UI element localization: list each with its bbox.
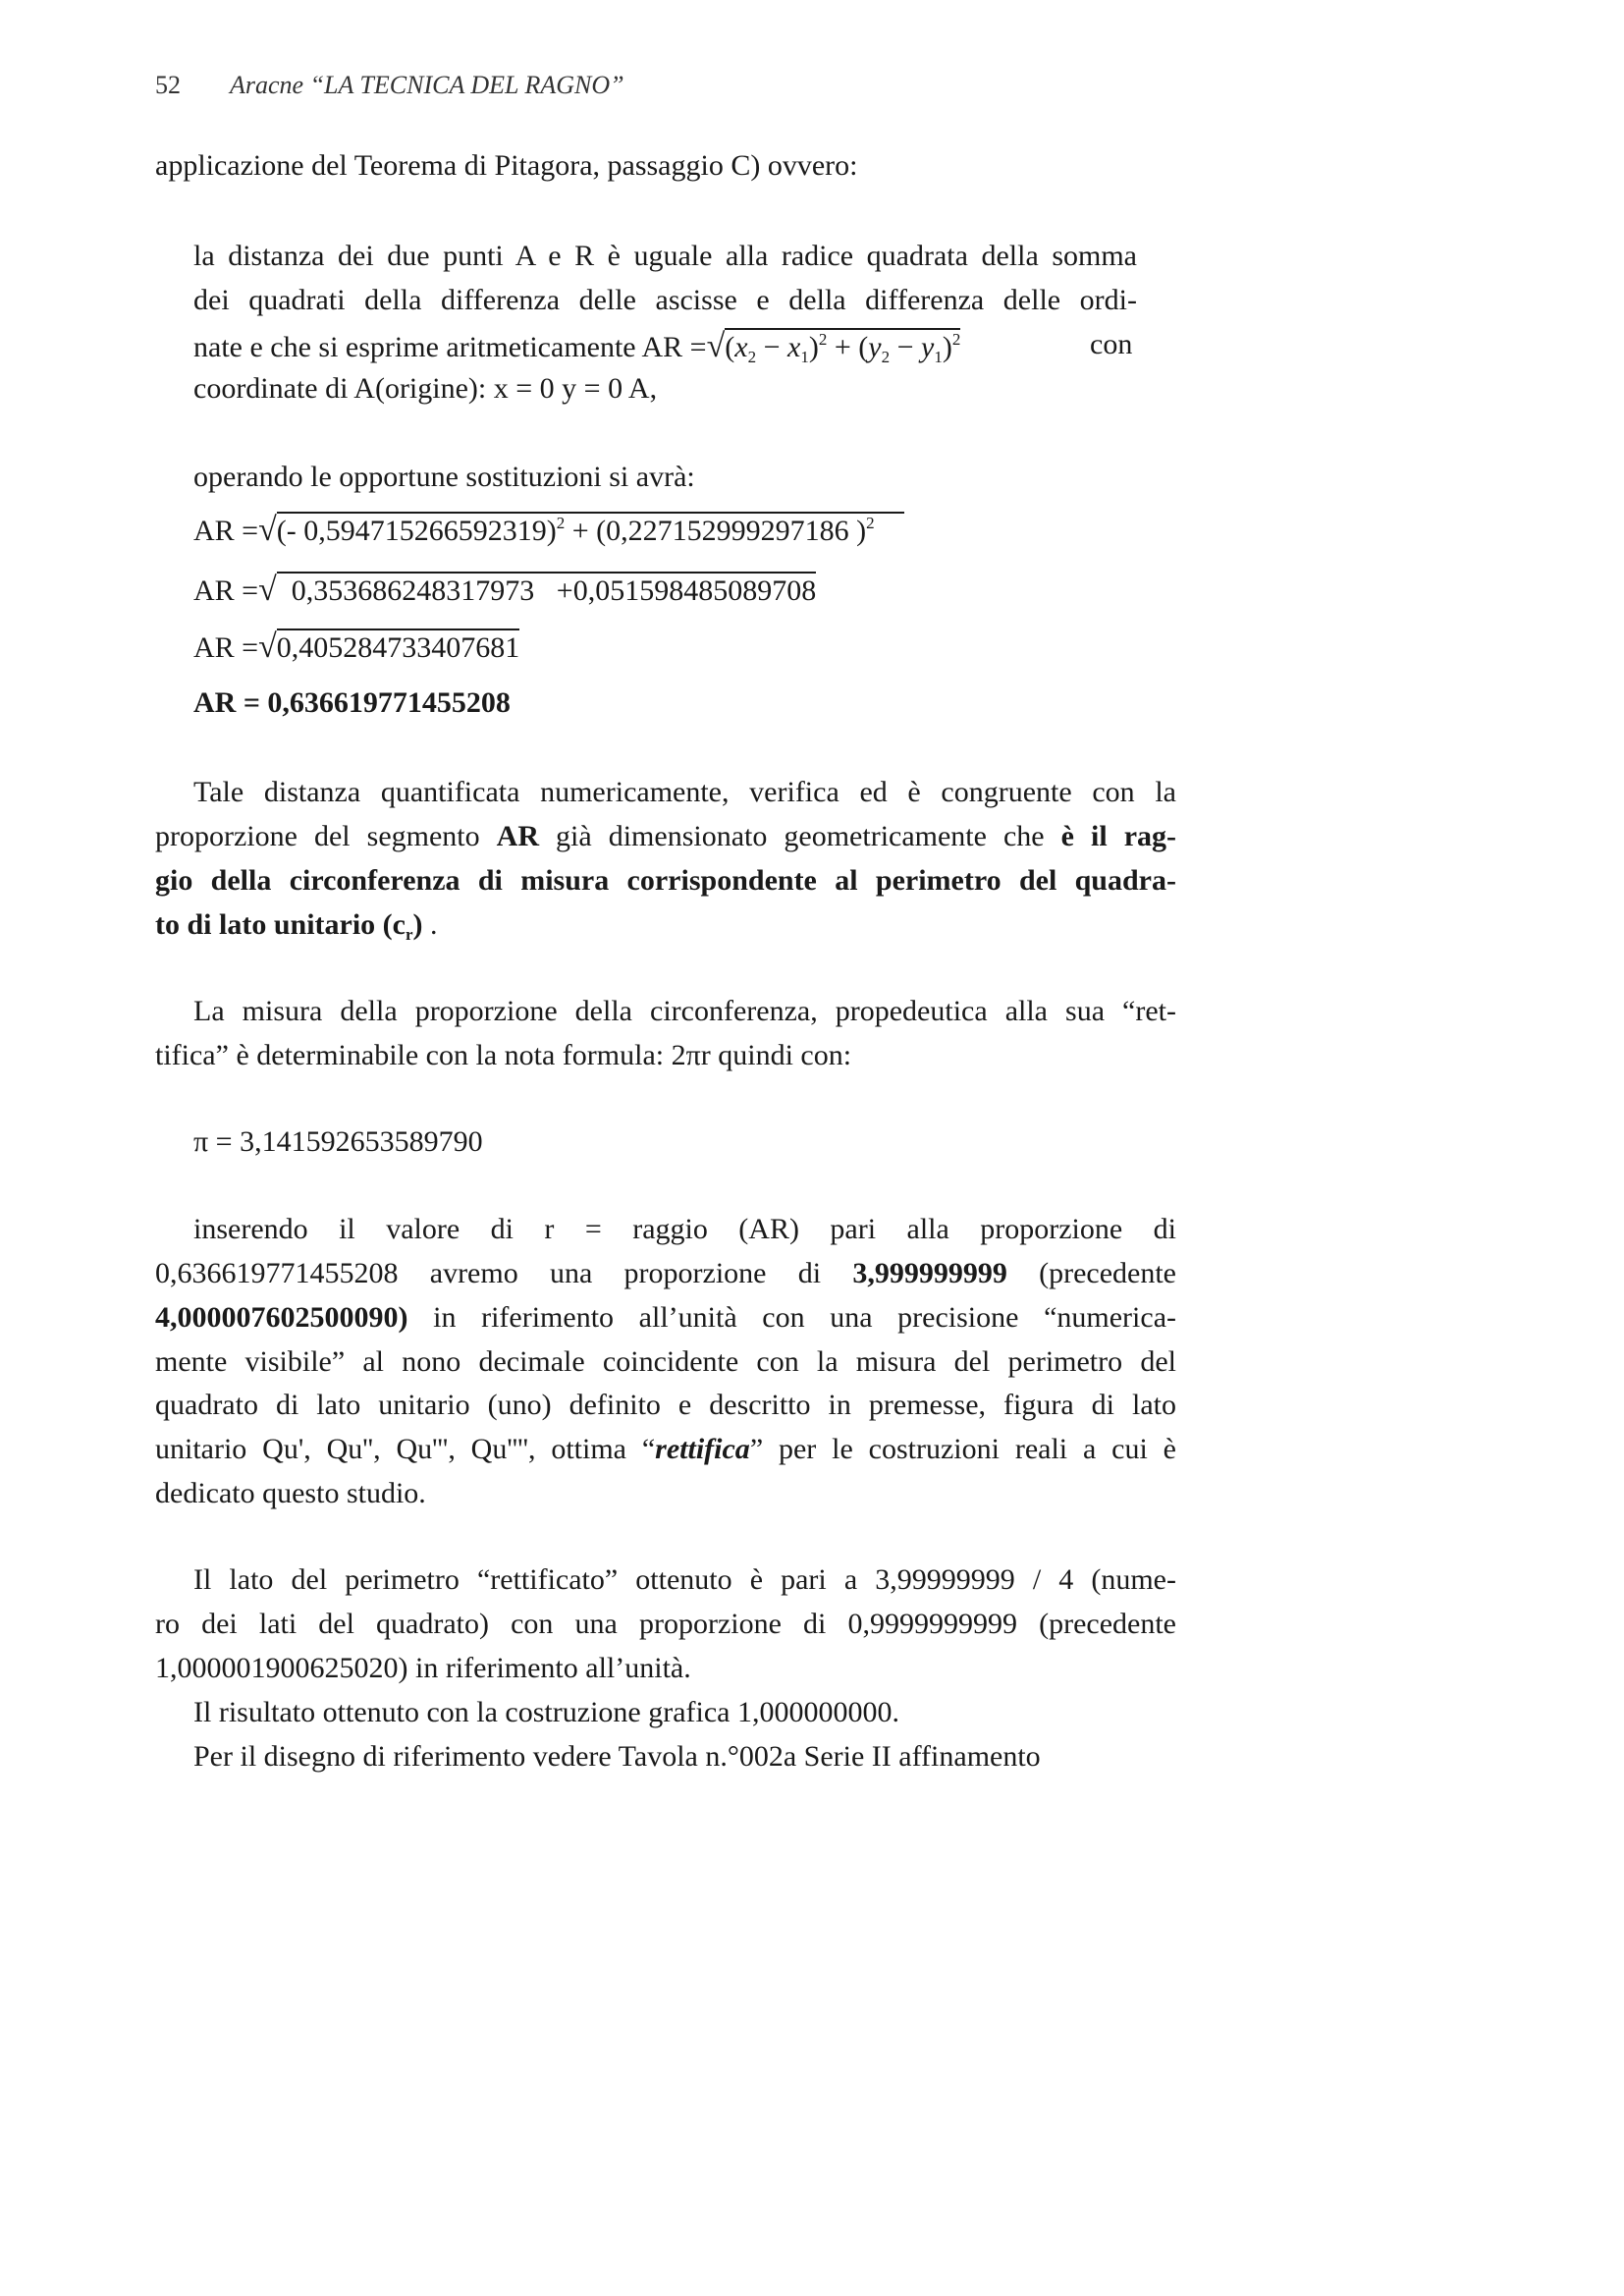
para3-line-4: mente visibile” al nono decimale coincidente con la misura del perimetro del bbox=[155, 1345, 1176, 1378]
sqrt-icon: √ bbox=[258, 512, 277, 548]
para4-line-5: Per il disegno di riferimento vedere Tavola n.°002a Serie II affinamento bbox=[193, 1740, 1041, 1773]
para1-line-2: proporzione del segmento AR già dimensionato geometricamente che è il rag- bbox=[155, 820, 1177, 852]
definition-line-2: dei quadrati della differenza delle ascisse e della differenza delle ordi- bbox=[193, 284, 1137, 316]
para3-line-7: dedicato questo studio. bbox=[155, 1477, 426, 1509]
pi-value: π = 3,141592653589790 bbox=[193, 1125, 483, 1158]
definition-line-3-text: nate e che si esprime aritmeticamente AR = bbox=[193, 331, 707, 363]
definition-line-4: coordinate di A(origine): x = 0 y = 0 A, bbox=[193, 372, 658, 405]
running-header bbox=[155, 71, 624, 100]
para3-line-1: inserendo il valore di r = raggio (AR) pari alla proporzione di bbox=[193, 1213, 1176, 1245]
para4-line-1: Il lato del perimetro “rettificato” ottenuto è pari a 3,99999999 / 4 (nume- bbox=[193, 1563, 1176, 1596]
para4-line-4: Il risultato ottenuto con la costruzione grafica 1,000000000. bbox=[193, 1696, 899, 1728]
operando-line: operando le opportune sostituzioni si avrà: bbox=[193, 461, 695, 493]
sqrt-icon: √ bbox=[258, 629, 277, 665]
intro-line: applicazione del Teorema di Pitagora, passaggio C) ovvero: bbox=[155, 149, 858, 182]
para3-line-3: 4,000007602500090) in riferimento all’unità con una precisione “numerica- bbox=[155, 1301, 1176, 1334]
definition-line-3 bbox=[193, 328, 960, 364]
para1-line-4: to di lato unitario $(c_r)$ . bbox=[155, 908, 438, 944]
sqrt-icon: √ bbox=[258, 572, 277, 608]
para1-line-3: gio della circonferenza di misura corrispondente al perimetro del quadra- bbox=[155, 864, 1176, 897]
definition-line-3-end: con bbox=[1090, 328, 1133, 360]
step-2: AR =√ 0,353686248317973 +0,051598485089708 bbox=[193, 572, 817, 608]
step-result: AR = 0,636619771455208 bbox=[193, 686, 511, 719]
para3-line-2: 0,636619771455208 avremo una proporzione di 3,999999999 (precedente bbox=[155, 1257, 1176, 1289]
distance-formula: $(x_2 - x_1)^2 + (y_2 - y_1)^2$ bbox=[725, 330, 961, 366]
para4-line-2: ro dei lati del quadrato) con una proporzione di 0,9999999999 (precedente bbox=[155, 1608, 1176, 1640]
para4-line-3: 1,000001900625020) in riferimento all’unità. bbox=[155, 1652, 691, 1684]
step-1: AR =√(- 0,594715266592319)$^2$ + (0,227152999297186 )$^2$ bbox=[193, 512, 904, 548]
definition-line-1: la distanza dei due punti A e R è uguale alla radice quadrata della somma bbox=[193, 240, 1137, 272]
step-3: AR =√0,405284733407681 bbox=[193, 629, 520, 665]
para3-line-6: unitario Qu', Qu'', Qu''', Qu'''', ottima “rettifica” per le costruzioni reali a cui è bbox=[155, 1433, 1176, 1465]
para2-line-2: tifica” è determinabile con la nota formula: 2πr quindi con: bbox=[155, 1039, 852, 1071]
para1-line-1: Tale distanza quantificata numericamente, verifica ed è congruente con la bbox=[193, 776, 1176, 808]
para3-line-5: quadrato di lato unitario (uno) definito e descritto in premesse, figura di lato bbox=[155, 1389, 1176, 1421]
sqrt-icon: √ bbox=[706, 328, 726, 364]
running-title: Aracne “LA TECNICA DEL RAGNO” bbox=[230, 71, 624, 99]
page-number: 52 bbox=[155, 71, 181, 99]
para2-line-1: La misura della proporzione della circonferenza, propedeutica alla sua “ret- bbox=[193, 995, 1176, 1027]
